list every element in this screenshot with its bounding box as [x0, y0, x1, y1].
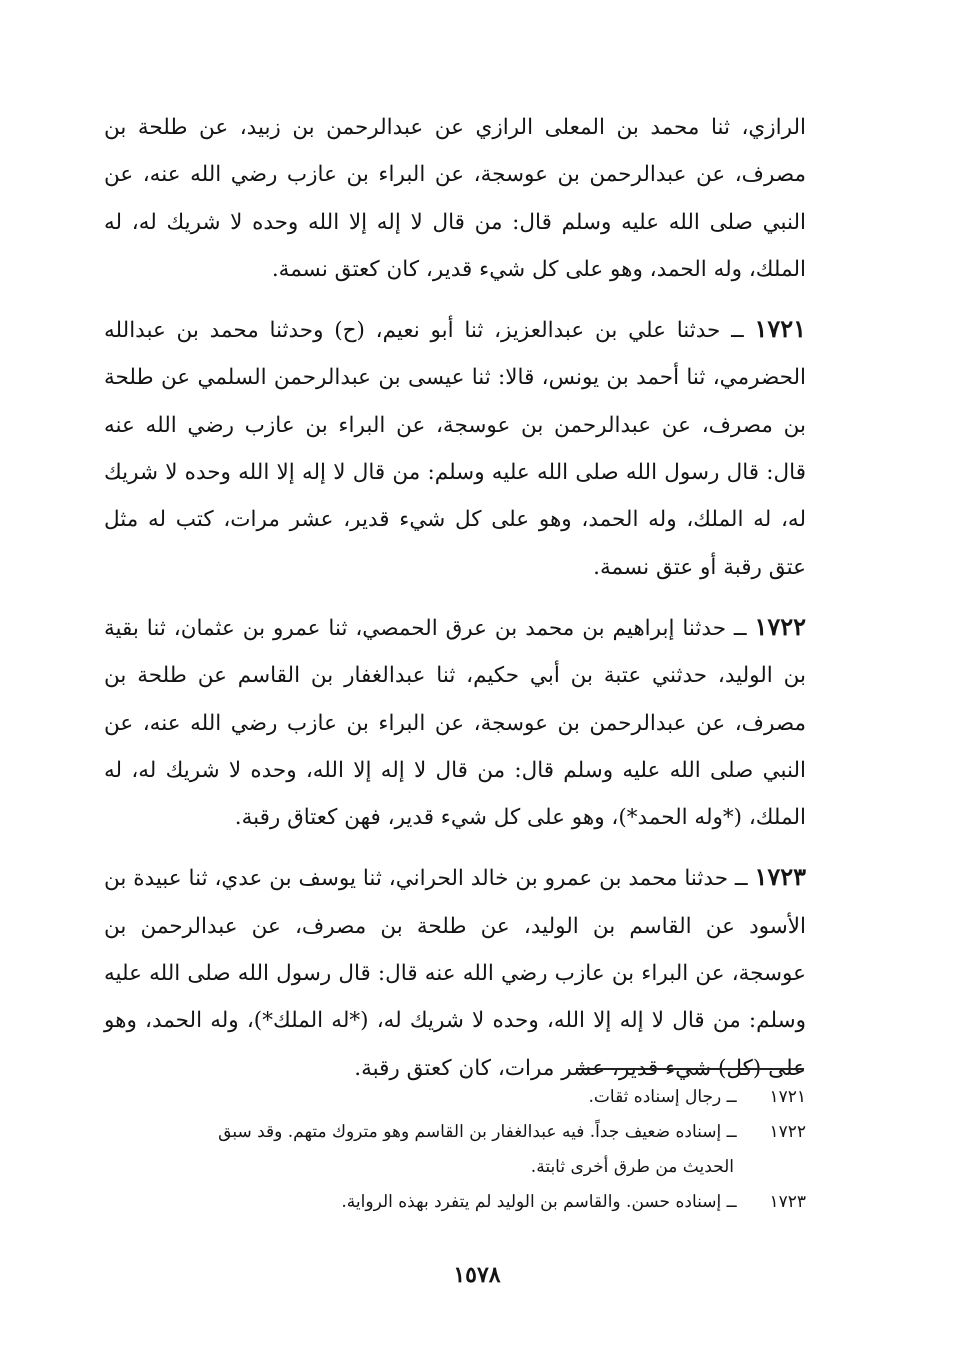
- hadith-paragraph-1721: [104, 305, 806, 591]
- footnote-number: ١٧٢٢: [769, 1122, 806, 1142]
- page-number: ١٥٧٨: [453, 1262, 501, 1288]
- footnote-1723: [104, 1185, 806, 1220]
- footnote-1721: [104, 1080, 806, 1115]
- footnote-text: ــ إسناده حسن. والقاسم بن الوليد لم يتفرد بهذه الرواية.: [341, 1192, 737, 1212]
- footnote-1722-continuation: الحديث من طرق أخرى ثابتة.: [530, 1157, 734, 1177]
- footnote-text: ــ رجال إسناده ثقات.: [588, 1087, 737, 1107]
- hadith-number: ١٧٢٣: [754, 862, 806, 892]
- paragraph-text: ــ حدثنا علي بن عبدالعزيز، ثنا أبو نعيم، (ح) وحدثنا محمد بن عبدالله الحضرمي، ثنا أحمد بن يونس، قالا: ثنا عيسى بن عبدالرحمن السلمي عن طلحة بن مصرف، عن عبدالرحمن بن عوسجة، عن البراء بن عازب رضي الله عنه قال: قال رسول الله صلى الله عليه وسلم: من قال لا إله إلا الله وحده لا شريك له، له الملك، وله الحمد، وهو على كل شيء قدير، عشر مرات، كتب له مثل عتق رقبة أو عتق نسمة.: [104, 318, 806, 580]
- hadith-paragraph-1723: [104, 853, 806, 1091]
- footnote-text: ــ إسناده ضعيف جداً. فيه عبدالغفار بن القاسم وهو متروك متهم. وقد سبق: [218, 1122, 737, 1142]
- footnote-number: ١٧٢٣: [769, 1192, 806, 1212]
- footnote-separator: [576, 1068, 804, 1070]
- hadith-number: ١٧٢٢: [754, 611, 806, 641]
- main-text-body: [104, 104, 806, 1092]
- paragraph-text: ــ حدثنا إبراهيم بن محمد بن عرق الحمصي، ثنا عمرو بن عثمان، ثنا بقية بن الوليد، حدثني عتبة بن أبي حكيم، ثنا عبدالغفار بن القاسم عن طلحة بن مصرف، عن عبدالرحمن بن عوسجة، عن البراء بن عازب رضي الله عنه، عن النبي صلى الله عليه وسلم قال: من قال لا إله إلا الله، وحده لا شريك له، له الملك، (*وله الحمد*)، وهو على كل شيء قدير، فهن كعتاق رقبة.: [104, 615, 806, 831]
- footnotes-section: [104, 1080, 806, 1220]
- hadith-paragraph-continuation: [104, 104, 806, 293]
- paragraph-text: ــ حدثنا محمد بن عمرو بن خالد الحراني، ثنا يوسف بن عدي، ثنا عبيدة بن الأسود عن القاسم بن الوليد، عن طلحة بن مصرف، عن عبدالرحمن بن عوسجة، عن البراء بن عازب رضي الله عنه قال: قال رسول الله صلى الله عليه وسلم: من قال لا إله إلا الله، وحده لا شريك له، (*له الملك*)، وله الحمد، وهو على (كل) شيء قدير، عشر مرات، كان كعتق رقبة.: [104, 866, 806, 1081]
- paragraph-text: الرازي، ثنا محمد بن المعلى الرازي عن عبدالرحمن بن زبيد، عن طلحة بن مصرف، عن عبدالرحمن بن عوسجة، عن البراء بن عازب رضي الله عنه، عن النبي صلى الله عليه وسلم قال: من قال لا إله إلا الله وحده لا شريك له، له الملك، وله الحمد، وهو على كل شيء قدير، كان كعتق نسمة.: [104, 115, 806, 282]
- footnote-1722: [104, 1115, 806, 1150]
- hadith-paragraph-1722: [104, 603, 806, 841]
- hadith-number: ١٧٢١: [754, 314, 806, 344]
- footnote-number: ١٧٢١: [769, 1087, 806, 1107]
